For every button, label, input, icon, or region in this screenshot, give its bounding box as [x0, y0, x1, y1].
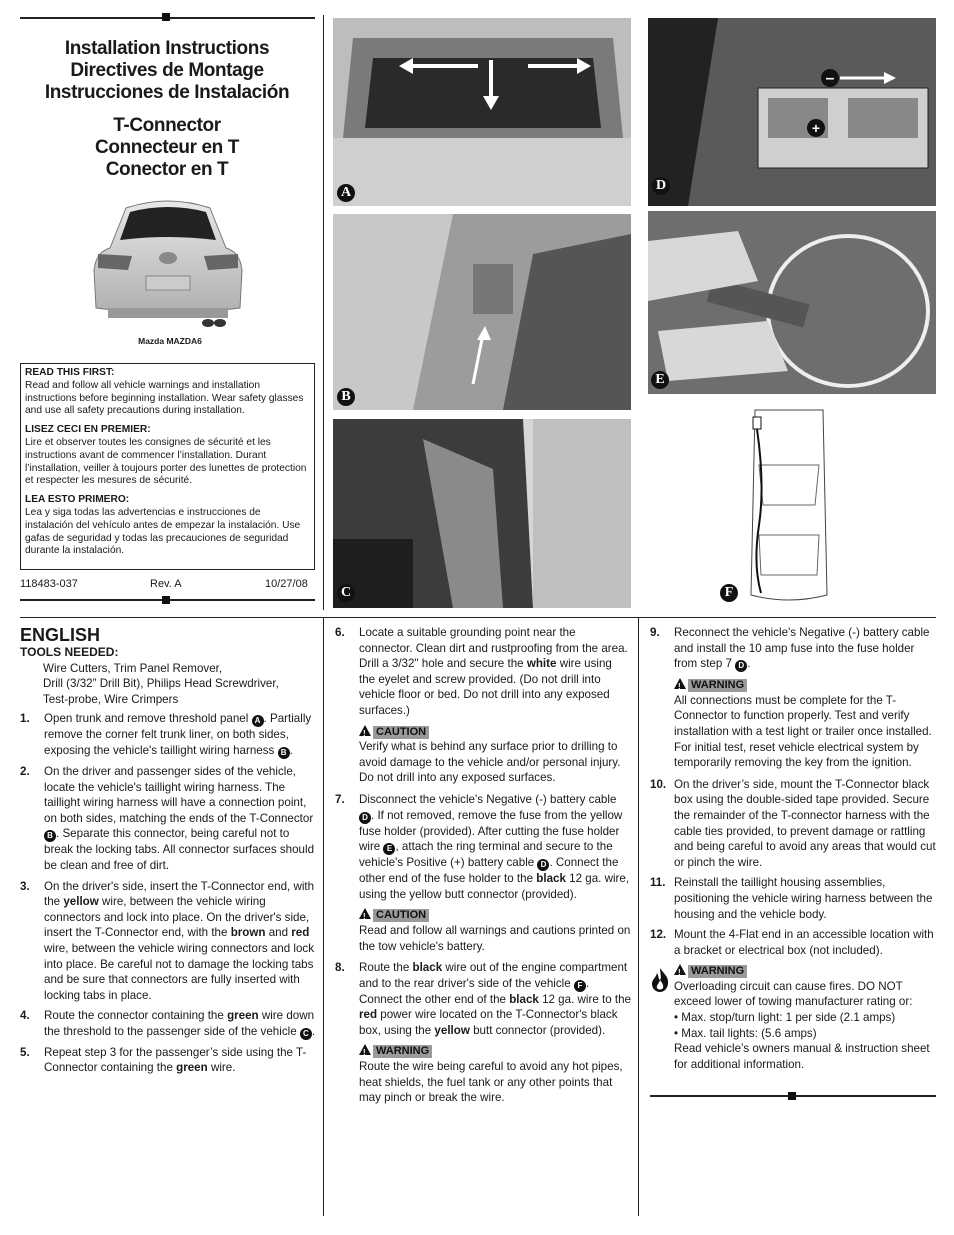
read-first-heading-es: LEA ESTO PRIMERO:	[25, 494, 130, 506]
column-2	[335, 625, 631, 1112]
title-es: Instrucciones de Instalación	[44, 82, 290, 103]
photo-label-f: F	[720, 584, 738, 602]
step-10: 10. On the driver’s side, mount the T-Connector black box using the double-sided tape provided. Secure the remainder of the T-connector harness with the cable ties provided, to prevent damage or rattling and being careful to avoid any areas that would cut or pinch the wire.	[650, 777, 936, 869]
title-en: Installation Instructions	[64, 38, 270, 59]
caution-6: !CAUTION Verify what is behind any surface prior to drilling to avoid damage to the vehicle and/or personal injury. Do not drill into any exposed surfaces.	[335, 724, 631, 786]
photo-a-trunk	[333, 18, 631, 206]
rule-marker	[788, 1092, 796, 1100]
photo-e-cutting	[648, 211, 936, 394]
product-en: T-Connector	[113, 115, 221, 136]
column-divider-top	[323, 15, 324, 610]
caution-7: !CAUTION Read and follow all warnings and cautions printed on the tow vehicle's battery.	[335, 907, 631, 954]
tools-line: Drill (3/32” Drill Bit), Philips Head Screwdriver,	[43, 677, 279, 691]
read-first-body-en: Read and follow all vehicle warnings and installation instructions before beginning installation. Wear safety glasses and use all safety precautions during installation.	[25, 379, 304, 417]
title-block	[20, 38, 314, 104]
ref-c-icon: C	[300, 1028, 312, 1040]
step-4: 4. Route the connector containing the green wire down the threshold to the passenger side of the vehicle C .	[20, 1009, 316, 1038]
section-rule	[20, 617, 936, 618]
date: 10/27/08	[265, 578, 308, 590]
read-first-box	[20, 363, 315, 570]
column-3	[650, 625, 936, 1078]
photo-label-e: E	[651, 371, 669, 389]
warning-triangle-icon	[674, 964, 686, 975]
photo-d-battery	[648, 18, 936, 206]
step-12: 12. Mount the 4-Flat end in an accessible location with a bracket or electrical box (not included).	[650, 928, 934, 957]
photo-label-a: A	[337, 184, 355, 202]
english-heading: ENGLISH	[20, 625, 101, 645]
title-fr: Directives de Montage	[70, 60, 264, 81]
svg-text:–: –	[825, 70, 835, 87]
warning-9: !WARNING All connections must be complete for the T-Connector to function properly. Test and verify installation with a test light or trailer once installed. For initial test, reset vehicle electrical system by temporarily removing the key from the ignition.	[650, 677, 936, 771]
caution-label: CAUTION	[373, 909, 429, 922]
ref-d-icon: D	[735, 660, 747, 672]
vehicle-image	[88, 190, 248, 330]
photo-label-d: D	[652, 177, 670, 195]
ref-e-icon: E	[383, 843, 395, 855]
tools-list	[20, 661, 316, 708]
part-number: 118483-037	[20, 578, 78, 590]
ref-a-icon: A	[252, 715, 264, 727]
ref-f-icon: F	[574, 980, 586, 992]
column-1	[20, 625, 316, 1081]
step-5: 5. Repeat step 3 for the passenger’s side using the T-Connector containing the green wire.	[20, 1045, 307, 1075]
tools-line: Test-probe, Wire Crimpers	[43, 692, 179, 706]
svg-text:+: +	[811, 120, 821, 136]
revision: Rev. A	[150, 578, 182, 590]
step-6: 6. Locate a suitable grounding point near the connector. Clean dirt and rustproofing from the area. Drill a 3/32" hole and secure the white wire using the eyelet and screw provided. (Do not drill into vehicle floor or bed. Do not drill into any exposed surfaces.)	[335, 626, 628, 717]
product-block	[20, 115, 314, 181]
step-7: 7. Disconnect the vehicle's Negative (-) battery cable D . If not removed, remove the fuse from the yellow fuse holder (provided). After cutting the fuse holder wire E , attach the ring terminal and secure to the vehicle's Positive (+) battery cable D . Connect the other end of the fuse holder to the black 12 ga. wire, using the yellow butt connector (provided).	[335, 792, 630, 901]
read-first-heading-fr: LISEZ CECI EN PREMIER:	[25, 424, 151, 436]
ref-b-icon: B	[278, 747, 290, 759]
product-fr: Connecteur en T	[95, 137, 239, 158]
rule-marker	[162, 596, 170, 604]
step-1: 1. Open trunk and remove threshold panel A . Partially remove the corner felt trunk liner, on both sides, exposing the vehicle's taillight wiring harness B .	[20, 712, 312, 757]
tools-line: Wire Cutters, Trim Panel Remover,	[43, 661, 223, 675]
warning-triangle-icon	[359, 1044, 371, 1055]
column-divider-left	[323, 618, 324, 1216]
rule-marker	[162, 13, 170, 21]
fire-icon	[650, 967, 670, 993]
warning-label: WARNING	[688, 965, 747, 978]
step-9: 9. Reconnect the vehicle's Negative (-) battery cable and install the 10 amp fuse into the fuse holder from step 7 D .	[650, 626, 930, 671]
column-divider-right	[638, 618, 639, 1216]
ref-d-icon: D	[537, 859, 549, 871]
step-8: 8. Route the black wire out of the engine compartment and to the rear driver's side of the vehicle F . Connect the other end of the black 12 ga. wire to the red power wire located on the T-Connector's black box, using the yellow butt connector (provided).	[335, 961, 632, 1037]
read-first-heading-en: READ THIS FIRST:	[25, 367, 115, 378]
ref-d-icon: D	[359, 812, 371, 824]
warning-label: WARNING	[373, 1045, 432, 1058]
product-es: Conector en T	[105, 159, 229, 180]
photo-c-threshold	[333, 419, 631, 608]
caution-label: CAUTION	[373, 726, 429, 739]
warning-triangle-icon	[359, 725, 371, 736]
fire-warning: !WARNING Overloading circuit can cause fires. DO NOT exceed lower of towing manufacturer rating or: • Max. stop/turn light: 1 per side (2.1 amps) • Max. tail lights: (5.6 amps) Read vehicle’s owners manual & instruction sheet for additional information.	[650, 963, 936, 1072]
step-2: 2. On the driver and passenger sides of the vehicle, locate the vehicle's taillight wiring harness. The taillight wiring harness will have a connection point, on both sides, matching the ends of the T-Connector B . Separate this connector, being careful not to break the locking tabs. All connector surfaces should be clean and free of dirt.	[20, 764, 315, 872]
photo-b-harness	[333, 214, 631, 410]
photo-label-c: C	[337, 584, 355, 602]
warning-8: !WARNING Route the wire being careful to avoid any hot pipes, heat shields, the fuel tank or any other points that may pinch or break the wire.	[335, 1043, 631, 1105]
warning-triangle-icon	[674, 678, 686, 689]
read-first-body-fr: Lire et observer toutes les consignes de sécurité et les instructions avant de commencer l’installation. Durant l’installation, veiller à toujours porter des lunettes de protection et respecter les mesures de sécurité.	[25, 436, 307, 487]
step-11: 11. Reinstall the taillight housing assemblies, positioning the vehicle wiring harness between the housing and the vehicle body.	[650, 876, 933, 921]
diagram-f-routing	[745, 405, 833, 608]
tools-heading: TOOLS NEEDED:	[20, 645, 119, 659]
photo-label-b: B	[337, 388, 355, 406]
vehicle-caption: Mazda MAZDA6	[138, 336, 202, 346]
warning-triangle-icon	[359, 908, 371, 919]
ref-b-icon: B	[44, 830, 56, 842]
step-3: 3. On the driver's side, insert the T-Connector end, with the yellow wire, between the vehicle wiring connectors and lock into place. On the driver's side, insert the T-Connector end, with the brown and red wire, between the vehicle wiring connectors and lock into place. Be careful not to damage the locking tabs and be sure that connectors are fully inserted with locking tabs in place.	[20, 879, 315, 1002]
warning-label: WARNING	[688, 679, 747, 692]
read-first-body-es: Lea y siga todas las advertencias e instrucciones de instalación del vehículo antes de empezar la instalación. Use gafas de seguridad y todas las precauciones de seguridad durante la instalación.	[25, 506, 301, 557]
